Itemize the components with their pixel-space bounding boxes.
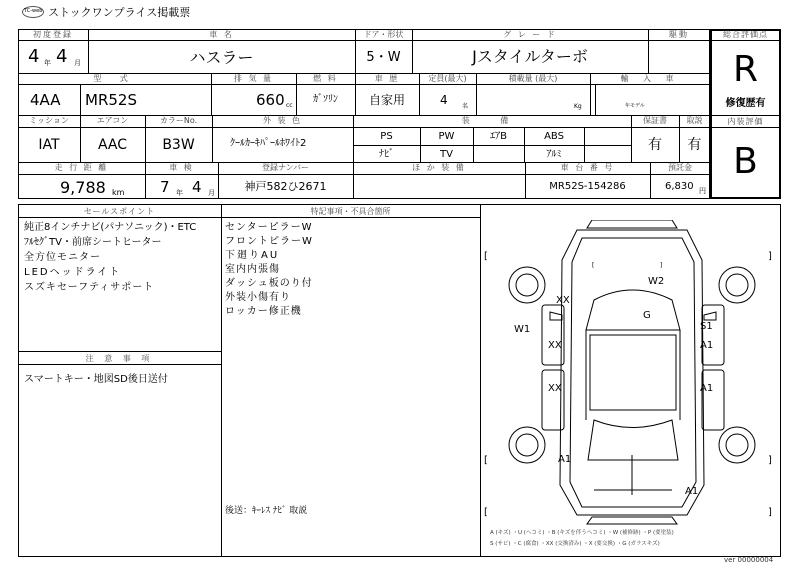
damage-mark: S1 bbox=[700, 321, 713, 332]
bracket-mark: ] bbox=[768, 455, 772, 466]
repair-history-note: 修復歴有 bbox=[725, 98, 766, 109]
first-reg-year-unit: 年 bbox=[44, 59, 51, 67]
exterior-color: ｸｰﾙｶｰｷﾊﾟｰﾙﾎﾜｲﾄ2 bbox=[230, 138, 307, 149]
mission: IAT bbox=[38, 137, 60, 153]
first-reg-year: 4 bbox=[28, 46, 40, 67]
equip-abs: ABS bbox=[544, 131, 564, 142]
bracket-mark: [ bbox=[484, 507, 488, 518]
remark-item: センターピラーW bbox=[225, 222, 313, 233]
equip-pw: PW bbox=[438, 131, 455, 142]
version-label: ver 00000004 bbox=[724, 556, 774, 564]
header-plate: 登録ナンバー bbox=[261, 163, 310, 172]
header-import: 輸 入 車 bbox=[620, 74, 680, 83]
bracket-mark: [ bbox=[592, 262, 595, 269]
header-inspection: 車 検 bbox=[169, 163, 194, 172]
load-unit: Kg bbox=[574, 103, 582, 110]
manual: 有 bbox=[687, 137, 702, 153]
remark-item: ロッカー修正機 bbox=[225, 306, 302, 317]
damage-legend-line-1: A (キズ) ・U (ヘコミ) ・B (キズを伴うヘコミ) ・W (補修跡) ・P (要塗装) bbox=[490, 530, 674, 536]
notes-header: 注 意 事 項 bbox=[85, 354, 154, 363]
bracket-mark: [ bbox=[484, 455, 488, 466]
warranty: 有 bbox=[648, 137, 662, 153]
header-grade: グ レ ー ド bbox=[503, 30, 557, 39]
bracket-mark: [ bbox=[484, 251, 488, 262]
deposit-amount: 6,830 bbox=[665, 181, 694, 192]
header-deposit: 預託金 bbox=[668, 163, 692, 172]
fuel: ｶﾞｿﾘﾝ bbox=[313, 94, 338, 105]
header-warranty: 保証書 bbox=[643, 116, 667, 125]
type-model: MR52S bbox=[85, 91, 137, 109]
remark-item: 下廻りAU bbox=[225, 250, 280, 261]
header-aircon: エアコン bbox=[96, 116, 129, 125]
sales-point-item: 純正8インチナビ(パナソニック)・ETC bbox=[24, 222, 197, 233]
damage-mark: G bbox=[643, 310, 651, 321]
remarks-header: 特記事項・不具合箇所 bbox=[310, 207, 391, 216]
mileage-unit: km bbox=[112, 188, 125, 197]
first-reg-month-unit: 月 bbox=[74, 59, 81, 67]
doors-shape: 5・W bbox=[366, 50, 401, 65]
header-load: 積載量 (最大) bbox=[508, 74, 558, 83]
bracket-mark: ] bbox=[660, 262, 663, 269]
damage-mark: XX bbox=[556, 295, 570, 306]
type-prefix: 4AA bbox=[30, 91, 61, 109]
chassis-number: MR52S-154286 bbox=[549, 181, 626, 192]
bracket-mark: ] bbox=[768, 507, 772, 518]
sales-point-item: スズキセーフティサポート bbox=[24, 282, 155, 293]
header-doors-shape: ドア・形状 bbox=[363, 30, 404, 39]
header-equipment: 装 備 bbox=[461, 116, 523, 125]
remark-item: ダッシュ板のり付 bbox=[225, 278, 313, 289]
header-car-name: 車 名 bbox=[209, 30, 234, 39]
sales-point-item: LEDヘッドライト bbox=[24, 267, 122, 278]
inspection-year: 7 bbox=[160, 178, 170, 196]
interior-score: B bbox=[733, 141, 758, 182]
import-year-label: 年モデル bbox=[625, 103, 645, 109]
equip-tv: TV bbox=[440, 149, 453, 160]
damage-mark: A1 bbox=[685, 486, 699, 497]
header-history: 車 歴 bbox=[374, 74, 400, 83]
logo-text: TC-web bbox=[24, 8, 43, 14]
license-plate: 神戸582ひ2671 bbox=[244, 180, 327, 193]
mileage: 9,788 bbox=[60, 178, 106, 197]
remark-item: 室内内張傷 bbox=[225, 264, 280, 275]
remark-item: フロントピラーW bbox=[225, 236, 313, 247]
header-interior-score: 内装評価 bbox=[727, 117, 764, 126]
car-damage-diagram bbox=[482, 220, 779, 525]
header-type: 型 式 bbox=[93, 74, 136, 83]
header-exterior-color: 外 装 色 bbox=[262, 116, 303, 125]
header-manual: 取説 bbox=[686, 116, 703, 125]
header-first-registration: 初度登録 bbox=[33, 30, 73, 39]
damage-mark: W1 bbox=[514, 324, 531, 335]
equip-alloy-wheels: ｱﾙﾐ bbox=[546, 149, 562, 160]
sales-points-header: セールスポイント bbox=[83, 207, 156, 216]
header-other-equipment: ほ か 装 備 bbox=[412, 163, 466, 172]
damage-mark: A1 bbox=[700, 340, 714, 351]
damage-mark: W2 bbox=[648, 276, 665, 287]
overall-score: R bbox=[732, 49, 758, 90]
damage-mark: XX bbox=[548, 340, 562, 351]
displacement-unit: cc bbox=[286, 102, 293, 109]
equip-navi: ﾅﾋﾞ bbox=[379, 149, 394, 160]
equip-airbag: ｴｱB bbox=[490, 131, 507, 142]
car-name: ハスラー bbox=[189, 48, 254, 67]
damage-legend-line-2: S (サビ) ・C (腐食) ・XX (交換済み) ・X (要交換) ・G (ガラスキズ) bbox=[490, 541, 660, 547]
grade: Jスタイルターボ bbox=[472, 47, 588, 66]
header-mission: ミッション bbox=[29, 116, 69, 125]
page-title: ストックワンプライス掲載票 bbox=[48, 6, 191, 19]
equip-ps: PS bbox=[380, 131, 393, 142]
header-chassis-number: 車 台 番 号 bbox=[560, 163, 615, 172]
header-drive: 駆動 bbox=[669, 30, 689, 39]
header-capacity: 定員(最大) bbox=[428, 74, 467, 83]
deposit-unit: 円 bbox=[699, 187, 706, 195]
header-overall-score: 総合評価点 bbox=[723, 30, 768, 39]
capacity: 4 bbox=[440, 93, 448, 107]
displacement: 660 bbox=[256, 91, 285, 109]
color-no: B3W bbox=[162, 137, 195, 153]
sales-point-item: 全方位モニター bbox=[24, 252, 101, 263]
damage-mark: XX bbox=[548, 383, 562, 394]
history: 自家用 bbox=[368, 93, 405, 107]
header-mileage: 走 行 距 離 bbox=[54, 163, 109, 172]
note-item: スマートキー・地図SD後日送付 bbox=[24, 374, 168, 385]
bracket-mark: ] bbox=[768, 251, 772, 262]
header-fuel: 燃 料 bbox=[313, 74, 338, 83]
header-displacement: 排 気 量 bbox=[233, 74, 274, 83]
aircon: AAC bbox=[97, 137, 128, 153]
sales-point-item: ﾌﾙｾｸﾞTV・前席シートヒーター bbox=[24, 237, 162, 248]
capacity-unit: 名 bbox=[462, 103, 469, 110]
remarks-footer: 後送：ｷｰﾚｽ ﾅﾋﾞ 取説 bbox=[225, 506, 308, 516]
remark-item: 外装小傷有り bbox=[225, 292, 291, 303]
inspection-month-unit: 月 bbox=[208, 189, 215, 197]
damage-mark: A1 bbox=[700, 383, 714, 394]
damage-mark: A1 bbox=[558, 454, 572, 465]
inspection-month: 4 bbox=[192, 178, 202, 196]
first-reg-month: 4 bbox=[56, 46, 68, 67]
header-color-no: カラーNo. bbox=[159, 116, 198, 125]
inspection-year-unit: 年 bbox=[176, 189, 183, 197]
